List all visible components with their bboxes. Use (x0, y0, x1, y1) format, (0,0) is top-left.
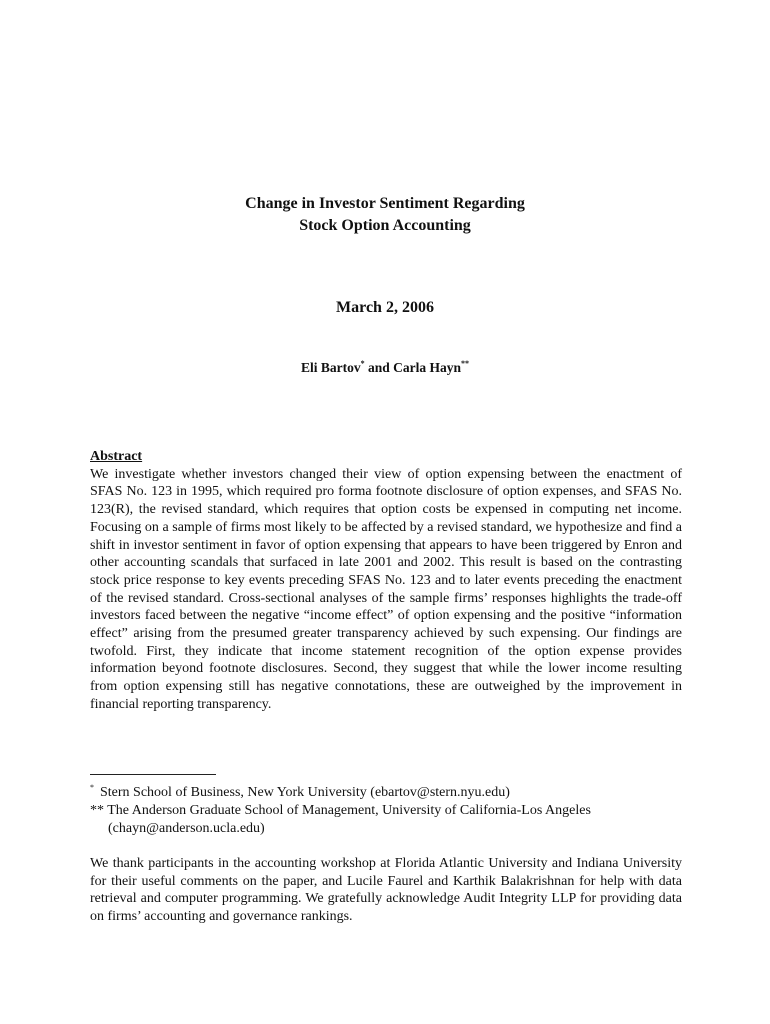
abstract-section (90, 448, 682, 714)
footnotes (90, 784, 690, 838)
footnote-1 (90, 784, 690, 802)
acknowledgment-paragraph: We thank participants in the accounting workshop at Florida Atlantic University and Indiana University for their useful comments on the paper, and Lucile Faurel and Karthik Balakrishnan for help with data retrieval and computer programming. We gratefully acknowledge Audit Integrity LLP for providing data on firms’ accounting and governance rankings. (90, 856, 682, 925)
footnote-1-mark: * (90, 783, 94, 792)
author-1-footnote-mark: * (360, 359, 365, 368)
author-line (0, 358, 770, 378)
abstract-body: We investigate whether investors changed their view of option expensing between the enactment of SFAS No. 123 in 1995, which required pro forma footnote disclosure of option expenses, and SFAS No. 123(R), the revised standard, which requires that option costs be expensed in computing net income. Focusing on a sample of firms most likely to be affected by a revised standard, we hypothesize and find a shift in investor sentiment in favor of option expensing that appears to have been triggered by Enron and other accounting scandals that surfaced in late 2001 and 2002. This result is based on the contrasting stock price response to key events preceding SFAS No. 123 and to later events preceding the enactment of the revised standard. Cross-sectional analyses of the sample firms’ responses highlights the trade-off investors faced between the negative “income effect” of option expensing and the positive “information effect” arising from the presumed greater transparency achieved by such expensing. Our findings are twofold. First, they indicate that income statement recognition of the option expense provides information beyond footnote disclosures. Second, they suggest that while the lower income resulting from option expensing still has negative connotations, these are outweighed by the improvement in financial reporting transparency. (90, 466, 682, 712)
paper-date: March 2, 2006 (336, 299, 434, 316)
author-name-1: Eli Bartov (300, 360, 361, 375)
footnote-1-text: Stern School of Business, New York University (ebartov@stern.nyu.edu) (100, 785, 510, 800)
footnote-2-line-2: (chayn@anderson.ucla.edu) (108, 821, 265, 836)
author-conjunction: and (364, 360, 394, 375)
footnote-divider (90, 774, 216, 775)
footnote-2-line-1: ** The Anderson Graduate School of Management, University of California-Los Angeles (90, 803, 591, 818)
author-name-2: Carla Hayn (393, 360, 462, 375)
abstract-heading: Abstract (90, 449, 143, 464)
title-line-2: Stock Option Accounting (299, 217, 471, 234)
paper-title (0, 193, 770, 237)
author-2-footnote-mark: ** (461, 359, 470, 368)
title-line-1: Change in Investor Sentiment Regarding (245, 195, 525, 212)
